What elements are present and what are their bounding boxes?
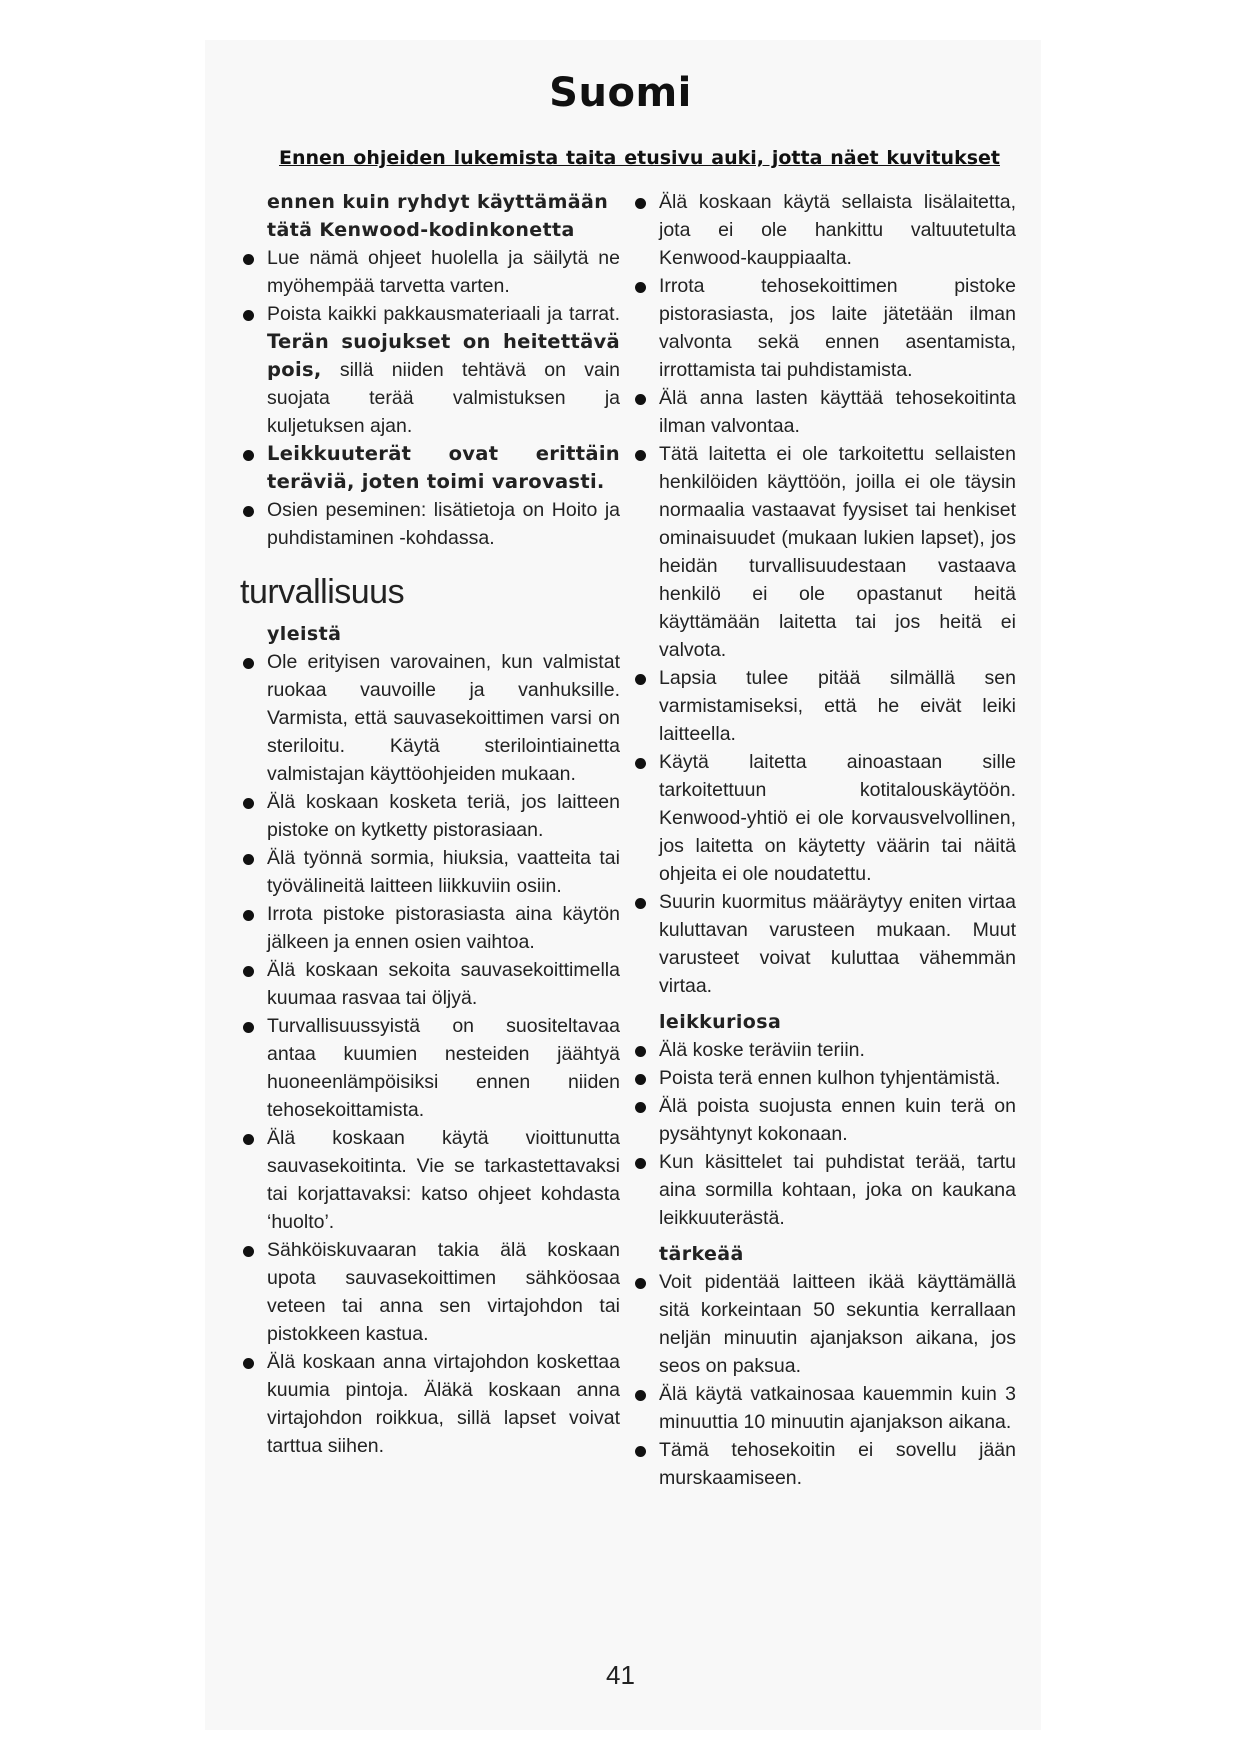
list-item: Käytä laitetta ainoastaan sille tarkoitettuun kotitalouskäytöön. Kenwood-yhtiö ei ole korvausvelvollinen, jos laitetta on käytetty väärin tai näitä ohjeita ei ole noudatettu. xyxy=(632,748,1016,888)
list-item: Turvallisuussyistä on suositeltavaa antaa kuumien nesteiden jäähtyä huoneenlämpöisiksi ennen niiden tehosekoittamista. xyxy=(240,1012,620,1124)
list-item: Lapsia tulee pitää silmällä sen varmistamiseksi, että he eivät leiki laitteella. xyxy=(632,664,1016,748)
list-item-text: Poista kaikki pakkausmateriaali ja tarrat. xyxy=(267,303,620,325)
general-list xyxy=(240,648,620,1460)
page-number: 41 xyxy=(606,1660,635,1690)
list-item: Älä koskaan sekoita sauvasekoittimella kuumaa rasvaa tai öljyä. xyxy=(240,956,620,1012)
list-item: Älä anna lasten käyttää tehosekoitinta ilman valvontaa. xyxy=(632,384,1016,440)
fold-out-note: Ennen ohjeiden lukemista taita etusivu auki, jotta näet kuvitukset xyxy=(279,147,1000,169)
list-item-text: sillä niiden tehtävä on vain suojata terää valmistuksen ja kuljetuksen ajan. xyxy=(267,359,620,437)
blade-list xyxy=(632,1036,1016,1232)
list-item: Älä koske teräviin teriin. xyxy=(632,1036,1016,1064)
important-list xyxy=(632,1268,1016,1492)
list-item: Irrota tehosekoittimen pistoke pistorasiasta, jos laite jätetään ilman valvonta sekä ennen asentamista, irrottamista tai puhdistamista. xyxy=(632,272,1016,384)
list-item: Tämä tehosekoitin ei sovellu jään murskaamiseen. xyxy=(632,1436,1016,1492)
left-column xyxy=(240,188,620,1460)
list-item: Kun käsittelet tai puhdistat terää, tartu aina sormilla kohtaan, joka on kaukana leikkuuterästä. xyxy=(632,1148,1016,1232)
section-title: turvallisuus xyxy=(240,573,405,611)
list-item: Ole erityisen varovainen, kun valmistat ruokaa vauvoille ja vanhuksille. Varmista, että sauvasekoittimen varsi on steriloitu. Käytä sterilointiainetta valmistajan käyttöohjeiden mukaan. xyxy=(240,648,620,788)
list-item: Suurin kuormitus määräytyy eniten virtaa kuluttavan varusteen mukaan. Muut varusteet voivat kuluttaa vähemmän virtaa. xyxy=(632,888,1016,1000)
list-item: Irrota pistoke pistorasiasta aina käytön jälkeen ja ennen osien vaihtoa. xyxy=(240,900,620,956)
general-list-continued xyxy=(632,188,1016,1000)
list-item: Älä koskaan kosketa teriä, jos laitteen pistoke on kytketty pistorasiaan. xyxy=(240,788,620,844)
general-heading: yleistä xyxy=(267,623,342,645)
list-item: Poista terä ennen kulhon tyhjentämistä. xyxy=(632,1064,1016,1092)
important-heading: tärkeää xyxy=(659,1243,744,1265)
list-item: Älä koskaan käytä vioittunutta sauvasekoitinta. Vie se tarkastettavaksi tai korjattavaksi: katso ohjeet kohdasta ‘huolto’. xyxy=(240,1124,620,1236)
list-item: Älä koskaan käytä sellaista lisälaitetta, jota ei ole hankittu valtuutetulta Kenwood-kauppiaalta. xyxy=(632,188,1016,272)
list-item: Älä työnnä sormia, hiuksia, vaatteita tai työvälineitä laitteen liikkuviin osiin. xyxy=(240,844,620,900)
list-item-bold: Terän suojukset on heitettävä pois, xyxy=(267,330,620,381)
list-item: Voit pidentää laitteen ikää käyttämällä sitä korkeintaan 50 sekuntia kerrallaan neljän minuutin ajanjakson aikana, jos seos on paksua. xyxy=(632,1268,1016,1380)
list-item: Tätä laitetta ei ole tarkoitettu sellaisten henkilöiden käyttöön, joilla ei ole täysin normaalia vastaavat fyysiset tai henkiset ominaisuudet (mukaan lukien lapset), jos heidän turvallisuudestaan vastaava henkilö ei ole opastanut heitä käyttämään laitetta tai jos heitä ei valvota. xyxy=(632,440,1016,664)
list-item: Älä käytä vatkainosaa kauemmin kuin 3 minuuttia 10 minuutin ajanjakson aikana. xyxy=(632,1380,1016,1436)
list-item: Osien peseminen: lisätietoja on Hoito ja puhdistaminen -kohdassa. xyxy=(240,496,620,552)
intro-list xyxy=(240,244,620,552)
blade-heading: leikkuriosa xyxy=(659,1011,782,1033)
list-item: Älä koskaan anna virtajohdon koskettaa kuumia pintoja. Äläkä koskaan anna virtajohdon roikkua, sillä lapset voivat tarttua siihen. xyxy=(240,1348,620,1460)
intro-heading: ennen kuin ryhdyt käyttämään tätä Kenwood-kodinkonetta xyxy=(267,191,609,241)
list-item: Lue nämä ohjeet huolella ja säilytä ne myöhempää tarvetta varten. xyxy=(240,244,620,300)
list-item xyxy=(240,300,620,440)
page-title: Suomi xyxy=(549,70,692,116)
list-item: Sähköiskuvaaran takia älä koskaan upota sauvasekoittimen sähköosaa veteen tai anna sen virtajohdon tai pistokkeen kastua. xyxy=(240,1236,620,1348)
list-item-warning: Leikkuuterät ovat erittäin teräviä, joten toimi varovasti. xyxy=(240,440,620,496)
right-column xyxy=(632,188,1016,1492)
list-item: Älä poista suojusta ennen kuin terä on pysähtynyt kokonaan. xyxy=(632,1092,1016,1148)
